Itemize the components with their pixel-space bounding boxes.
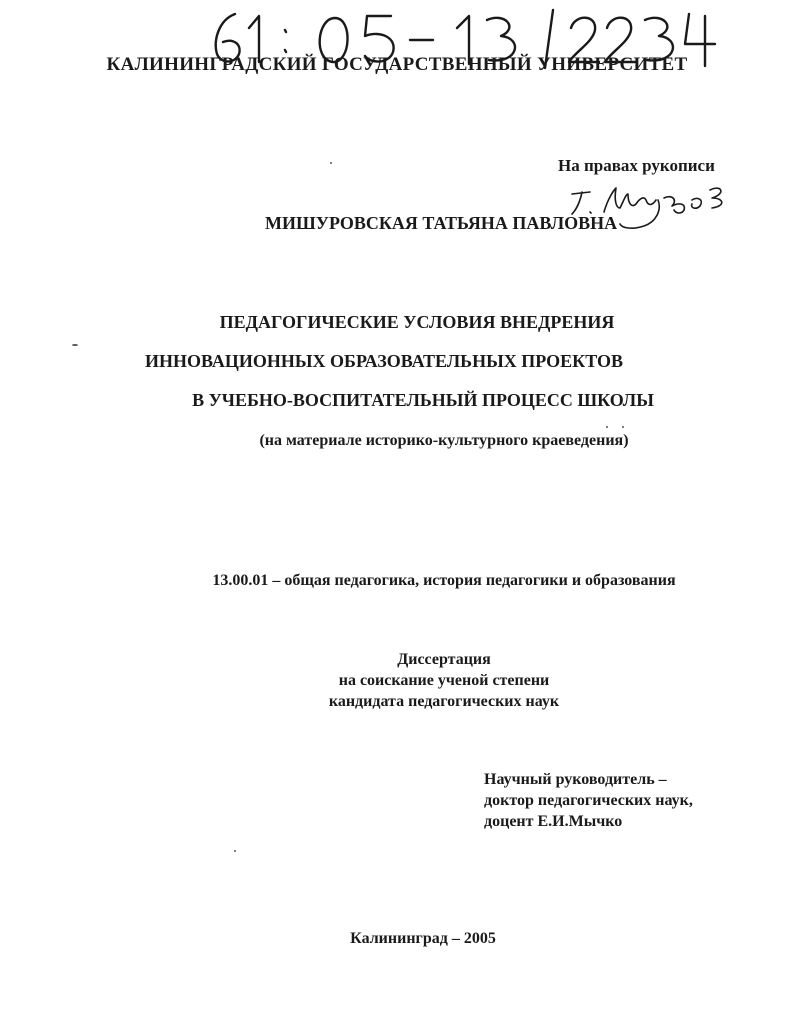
- title-line-3: В УЧЕБНО-ВОСПИТАТЕЛЬНЫЙ ПРОЦЕСС ШКОЛЫ: [192, 390, 654, 410]
- title-subtitle: (на материале историко-культурного краеведения): [259, 432, 629, 449]
- city-year: Калининград – 2005: [350, 930, 496, 947]
- scan-speck: [234, 850, 236, 852]
- supervisor-name: доцент Е.И.Мычко: [484, 813, 623, 830]
- title-line-2: ИННОВАЦИОННЫХ ОБРАЗОВАТЕЛЬНЫХ ПРОЕКТОВ: [145, 351, 623, 371]
- scan-speck: [622, 426, 624, 428]
- supervisor-degree: доктор педагогических наук,: [484, 792, 693, 809]
- dissertation-field: кандидата педагогических наук: [328, 693, 560, 710]
- author-name: МИШУРОВСКАЯ ТАТЬЯНА ПАВЛОВНА: [265, 213, 618, 233]
- specialty-code: 13.00.01 – общая педагогика, история педагогики и образования: [212, 572, 676, 589]
- dissertation-label: Диссертация: [397, 651, 491, 668]
- supervisor-role: Научный руководитель –: [484, 771, 667, 788]
- scan-speck: [330, 162, 332, 164]
- dissertation-degree: на соискание ученой степени: [338, 672, 550, 689]
- scan-speck: [72, 344, 78, 346]
- university-name: КАЛИНИНГРАДСКИЙ ГОСУДАРСТВЕННЫЙ УНИВЕРСИТЕТ: [106, 54, 688, 75]
- scan-speck: [606, 426, 608, 428]
- manuscript-note: На правах рукописи: [558, 156, 715, 175]
- title-line-1: ПЕДАГОГИЧЕСКИЕ УСЛОВИЯ ВНЕДРЕНИЯ: [219, 312, 615, 332]
